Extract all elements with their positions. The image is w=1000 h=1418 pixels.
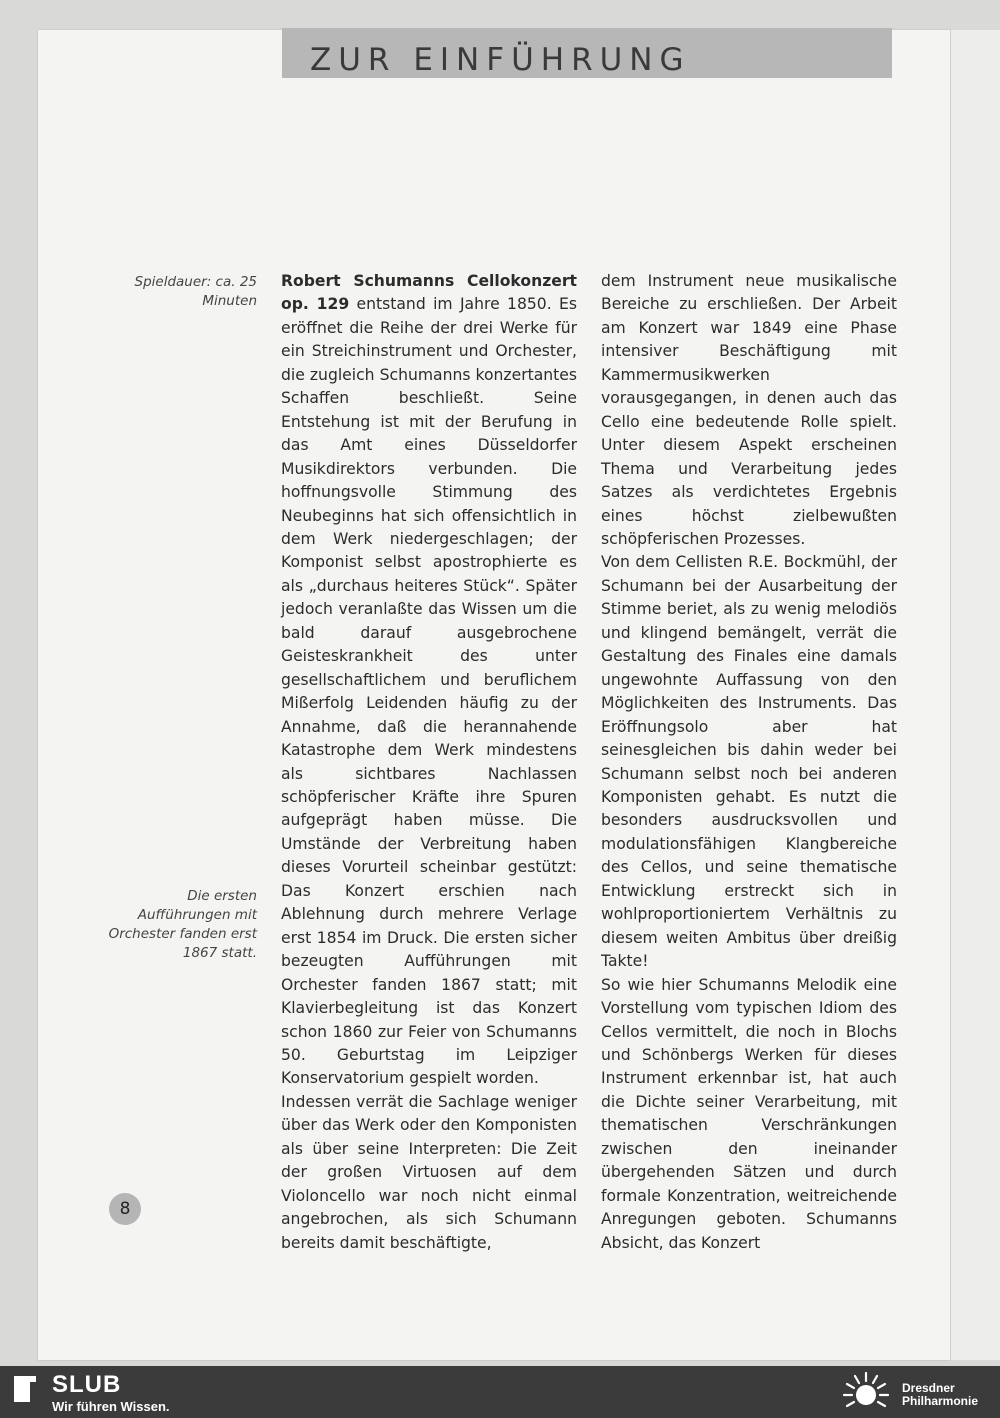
page-number: 8 (109, 1193, 141, 1225)
text-column-right (601, 270, 897, 1255)
paragraph: Indessen verrät die Sachlage weniger über das Werk oder den Komponisten als über seine Interpreten: Die Zeit der großen Virtuosen auf dem Violoncello war noch nicht einmal angebrochen, als sich Schumann bereits damit beschäftigte, (281, 1092, 577, 1252)
paragraph (281, 270, 577, 1091)
paragraph: dem Instrument neue musikalische Bereiche zu erschließen. Der Arbeit am Konzert war 1849 eine Phase intensiver Beschäftigung mit Kammermusikwerken vorausgegangen, in denen auch das Cello eine bedeutende Rolle spielt. Unter diesem Aspekt erscheinen Thema und Verarbeitung jedes Satzes als verdichtetes Ergebnis eines höchst zielbewußten schöpferischen Prozesses. (601, 272, 897, 548)
philharmonie-line2: Philharmonie (902, 1394, 979, 1408)
paragraph-text: entstand im Jahre 1850. Es eröffnet die Reihe der drei Werke für ein Streichinstrument und Orchester, die zugleich Schumanns konzertantes Schaffen beschließt. Seine Entstehung ist mit der Berufung in das Amt eines Düsseldorfer Musikdirektors verbunden. Die hoffnungsvolle Stimmung des Neubeginns hat sich offensichtlich in dem Werk niedergeschlagen; der Komponist selbst apostrophierte es als „durchaus heiteres Stück“. Später jedoch veranlaßte das Wissen um die bald darauf ausgebrochene Geisteskrankheit des unter gesellschaftlichem und beruflichem Mißerfolg Leidenden häufig zu der Annahme, daß die herannahende Katastrophe dem Werk mindestens als sichtbares Nachlassen schöpferischer Kräfte ihre Spuren aufgeprägt haben müsse. Die Umstände der Verbreitung haben dieses Vorurteil scheinbar gestützt: Das Konzert erschien nach Ablehnung durch mehrere Verlage erst 1854 im Druck. Die ersten sicher bezeugten Aufführungen mit Orchester fanden 1867 statt; mit Klavierbegleitung ist das Konzert schon 1860 zur Feier von Schumanns 50. Geburtstag im Leipziger Konservatorium gespielt worden. (281, 295, 577, 1088)
dresdner-philharmonie-logo-icon (842, 1370, 890, 1416)
text-column-left (281, 270, 577, 1255)
next-page-edge (950, 30, 1000, 1360)
paragraph: So wie hier Schumanns Melodik eine Vorstellung vom typischen Idiom des Cellos vermittelt, die noch in Blochs und Schönbergs Werken für dieses Instrument erkennbar ist, hat auch die Dichte seiner Verarbeitung, mit thematischen Verschränkungen zwischen den ineinander übergehenden Sätzen und durch formale Konzentration, weitreichende Anregungen geboten. Schumanns Absicht, das Konzert (601, 975, 897, 1252)
philharmonie-name (902, 1382, 998, 1408)
slub-tagline: Wir führen Wissen. (52, 1399, 170, 1414)
margin-note-duration: Spieldauer: ca. 25 Minuten (134, 274, 257, 309)
lead-title: Robert Schumanns Cellokonzert op. 129 (281, 272, 577, 314)
slub-logo-icon (12, 1374, 38, 1404)
section-title: ZUR EINFÜHRUNG (310, 42, 691, 78)
paragraph: Von dem Cellisten R.E. Bockmühl, der Schumann bei der Ausarbeitung der Stimme beriet, als zu wenig melodiös und klingend bemängelt, verrät die Gestaltung des Finales eine damals ungewohnte Auffassung von den Möglichkeiten des Instruments. Das Eröffnungsolo aber hat seinesgleichen bis dahin weder bei Schumann selbst noch bei anderen Komponisten gehabt. Es nutzt die besonders ausdrucksvollen und modulationsfähigen Klangbereiche des Cellos, und seine thematische Entwicklung erstreckt sich in wohlproportioniertem Verhältnis zu diesem weiten Ambitus über dreißig Takte! (601, 553, 897, 971)
margin-note-premiere: Die ersten Aufführungen mit Orchester fanden erst 1867 statt. (108, 888, 257, 961)
slub-name: SLUB (52, 1371, 122, 1398)
philharmonie-line1: Dresdner (902, 1381, 955, 1395)
